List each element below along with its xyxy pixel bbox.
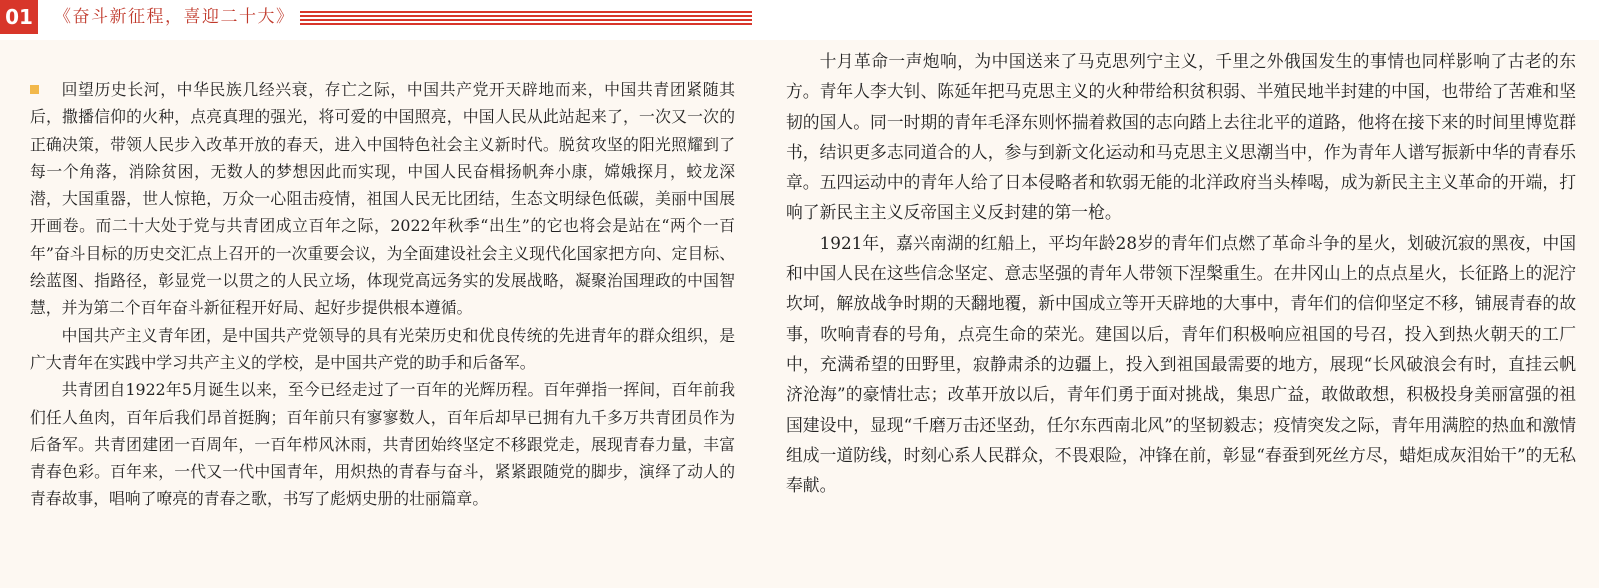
paragraph: 1921年，嘉兴南湖的红船上，平均年龄28岁的青年们点燃了革命斗争的星火，划破沉寂的黑夜，中国和中国人民在这些信念坚定、意志坚强的青年人带领下涅槃重生。在井冈山上的点点星火，长征路上的泥泞坎坷，解放战争时期的天翻地覆，新中国成立等开天辟地的大事中，青年们的信仰坚定不移，铺展青春的故事，吹响青春的号角，点亮生命的荣光。建国以后，青年们积极响应祖国的号召，投入到热火朝天的工厂中，充满希望的田野里，寂静肃杀的边疆上，投入到祖国最需要的地方，展现“长风破浪会有时，直挂云帆济沧海”的豪情壮志；改革开放以后，青年们勇于面对挑战，集思广益，敢做敢想，积极投身美丽富强的祖国建设中，显现“千磨万击还坚劲，任尔东西南北风”的坚韧毅志；疫情突发之际，青年用满腔的热血和激情组成一道防线，时刻心系人民群众，不畏艰险，冲锋在前，彰显“春蚕到死丝方尽，蜡炬成灰泪始干”的无私奉献。 xyxy=(786,232,1576,496)
right-column xyxy=(786,46,1576,500)
paragraph: 共青团自1922年5月诞生以来，至今已经走过了一百年的光辉历程。百年弹指一挥间，百年前我们任人鱼肉，百年后我们昂首挺胸；百年前只有寥寥数人，百年后却早已拥有九千多万共青团员作为后备军。共青团建团一百周年，一百年栉风沐雨，共青团始终坚定不移跟党走，展现青春力量，丰富青春色彩。百年来，一代又一代中国青年，用炽热的青春与奋斗，紧紧跟随党的脚步，演绎了动人的青春故事，唱响了嘹亮的青春之歌，书写了彪炳史册的壮丽篇章。 xyxy=(30,380,735,509)
section-title: 《奋斗新征程，喜迎二十大》 xyxy=(54,7,295,27)
section-number-badge: 01 xyxy=(0,0,38,34)
paragraph: 中国共产主义青年团，是中国共产党领导的具有光荣历史和优良传统的先进青年的群众组织，是广大青年在实践中学习共产主义的学校，是中国共产党的助手和后备军。 xyxy=(30,325,735,372)
decorative-stripes xyxy=(300,11,752,25)
paragraph: 十月革命一声炮响，为中国送来了马克思列宁主义，千里之外俄国发生的事情也同样影响了古老的东方。青年人李大钊、陈延年把马克思主义的火种带给积贫积弱、半殖民地半封建的中国，也带给了苦难和坚韧的国人。同一时期的青年毛泽东则怀揣着救国的志向踏上去往北平的道路，他将在接下来的时间里博览群书，结识更多志同道合的人，参与到新文化运动和马克思主义思潮当中，作为青年人谱写振新中华的青春乐章。五四运动中的青年人给了日本侵略者和软弱无能的北洋政府当头棒喝，成为新民主主义革命的开端，打响了新民主主义反帝国主义反封建的第一枪。 xyxy=(786,51,1576,223)
page-header xyxy=(0,0,1599,40)
square-bullet-icon xyxy=(30,85,39,94)
first-paragraph-wrapper xyxy=(30,76,735,322)
article-body xyxy=(0,40,1599,588)
paragraph: 回望历史长河，中华民族几经兴衰，存亡之际，中国共产党开天辟地而来，中国共青团紧随其后，撒播信仰的火种，点亮真理的强光，将可爱的中国照亮，中国人民从此站起来了，一次又一次的正确决策，带领人民步入改革开放的春天，进入中国特色社会主义新时代。脱贫攻坚的阳光照耀到了每一个角落，消除贫困，无数人的梦想因此而实现，中国人民奋楫扬帆奔小康，嫦娥探月，蛟龙深潜，大国重器，世人惊艳，万众一心阻击疫情，祖国人民无比团结，生态文明绿色低碳，美丽中国展开画卷。而二十大处于党与共青团成立百年之际，2022年秋季“出生”的它也将会是站在“两个一百年”奋斗目标的历史交汇点上召开的一次重要会议，为全面建设社会主义现代化国家把方向、定目标、绘蓝图、指路径，彰显党一以贯之的人民立场，体现党高远务实的发展战略，凝聚治国理政的中国智慧，并为第二个百年奋斗新征程开好局、起好步提供根本遵循。 xyxy=(30,80,735,318)
left-column xyxy=(30,76,735,513)
